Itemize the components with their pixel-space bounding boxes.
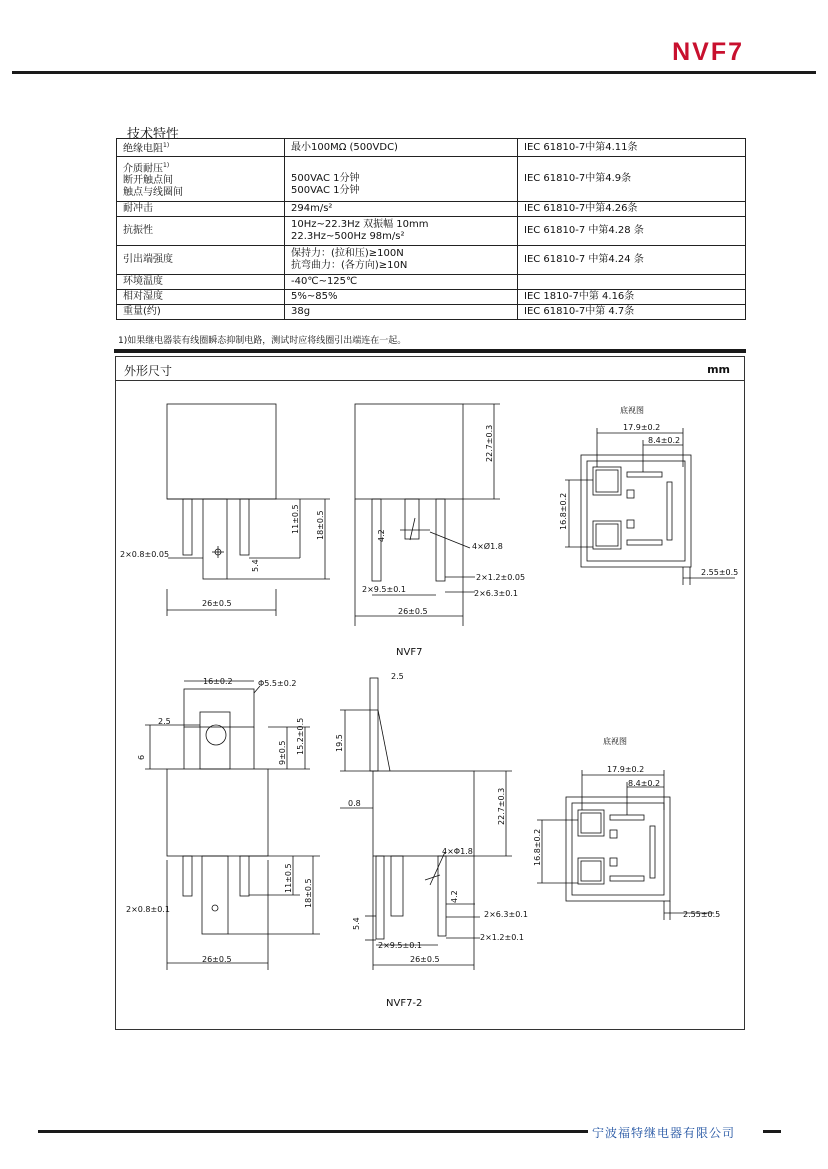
- dim-label: 8.4±0.2: [628, 779, 661, 788]
- nvf7-2-front-view: [145, 681, 320, 970]
- dim-label: 5.4: [251, 559, 260, 572]
- dim-label: 6: [137, 754, 146, 760]
- row-value: 10Hz~22.3Hz 双振幅 10mm: [291, 219, 429, 231]
- dim-label: 2.5: [391, 672, 404, 681]
- row-name: 介质耐压: [123, 162, 163, 174]
- dim-label: 2.55±0.5: [701, 568, 739, 577]
- row-value: 500VAC 1分钟: [291, 173, 360, 185]
- row-value: 500VAC 1分钟: [291, 185, 360, 197]
- model-label-nvf7: NVF7: [396, 647, 423, 658]
- dim-label: 11±0.5: [291, 504, 300, 534]
- row-name: 环境温度: [117, 275, 285, 290]
- dim-label: 2×9.5±0.1: [362, 585, 406, 594]
- row-standard: IEC 61810-7中第4.9条: [518, 157, 746, 202]
- dim-label: 2×1.2±0.1: [480, 933, 524, 942]
- dim-label: 5.4: [352, 917, 361, 930]
- dim-label: 16±0.2: [203, 677, 233, 686]
- dim-label: Φ5.5±0.2: [258, 679, 297, 688]
- row-value: 294m/s²: [285, 202, 518, 217]
- row-standard: IEC 61810-7 中第4.28 条: [518, 217, 746, 246]
- brand-logo: NVF7: [672, 38, 744, 66]
- row-standard: IEC 61810-7中第 4.7条: [518, 305, 746, 320]
- row-subname: 断开触点间: [123, 174, 173, 186]
- spec-footnote: 1)如果继电器装有线圈瞬态抑制电路，测试时应将线圈引出端连在一起。: [118, 336, 407, 346]
- dim-label: 18±0.5: [304, 878, 313, 908]
- dim-label: 2×6.3±0.1: [484, 910, 528, 919]
- row-standard: IEC 61810-7 中第4.24 条: [518, 246, 746, 275]
- dim-label: 4.2: [450, 890, 459, 903]
- row-name: 重量(约): [117, 305, 285, 320]
- bottom-view-label: 底视图: [620, 406, 644, 415]
- dim-label: 2×0.8±0.1: [126, 905, 170, 914]
- dim-label: 16.8±0.2: [559, 492, 568, 530]
- dim-label: 2×9.5±0.1: [378, 941, 422, 950]
- row-value: 最小100MΩ (500VDC): [285, 139, 518, 157]
- row-value: 5%~85%: [285, 290, 518, 305]
- dim-label: 4×Φ1.8: [442, 847, 473, 856]
- dim-label: 26±0.5: [202, 955, 232, 964]
- dim-label: 11±0.5: [284, 863, 293, 893]
- nvf7-front-view: [167, 404, 330, 616]
- row-value: -40℃~125℃: [285, 275, 518, 290]
- dim-label: 16.8±0.2: [533, 828, 542, 866]
- dim-label: 2.55±0.5: [683, 910, 721, 919]
- dim-label: 17.9±0.2: [607, 765, 645, 774]
- row-name: 耐冲击: [117, 202, 285, 217]
- dim-label: 22.7±0.3: [497, 787, 506, 825]
- row-value: 保持力：(拉和压)≥100N: [291, 248, 404, 260]
- row-standard: IEC 61810-7中第4.26条: [518, 202, 746, 217]
- model-label-nvf7-2: NVF7-2: [386, 998, 423, 1009]
- row-name: 绝缘电阻: [123, 143, 163, 155]
- dimension-unit: mm: [707, 363, 730, 376]
- dim-label: 19.5: [335, 734, 344, 752]
- dim-label: 17.9±0.2: [623, 423, 661, 432]
- footnote-mark: 1): [163, 161, 170, 169]
- dim-label: 2×0.8±0.05: [120, 550, 170, 559]
- dim-label: 18±0.5: [316, 510, 325, 540]
- row-value: 22.3Hz~500Hz 98m/s²: [291, 231, 405, 243]
- nvf7-bottom-view: [565, 428, 735, 585]
- row-standard: IEC 61810-7中第4.11条: [518, 139, 746, 157]
- dim-label: 2×6.3±0.1: [474, 589, 518, 598]
- dim-label: 0.8: [348, 799, 361, 808]
- row-name: 抗振性: [117, 217, 285, 246]
- footer-rule-end: [763, 1130, 781, 1133]
- footer-rule: [38, 1130, 588, 1133]
- dim-label: 2.5: [158, 717, 171, 726]
- footnote-mark: 1): [163, 142, 170, 149]
- spec-title: 技术特性: [127, 127, 180, 142]
- dim-label: 26±0.5: [410, 955, 440, 964]
- dim-label: 2×1.2±0.05: [476, 573, 526, 582]
- row-name: 相对湿度: [117, 290, 285, 305]
- dim-label: 22.7±0.3: [485, 424, 494, 462]
- row-subname: 触点与线圈间: [123, 186, 183, 198]
- dim-label: 26±0.5: [202, 599, 232, 608]
- dim-label: 4.2: [377, 529, 386, 542]
- row-value: 抗弯曲力：(各方向)≥10N: [291, 260, 408, 272]
- row-standard: IEC 1810-7中第 4.16条: [518, 290, 746, 305]
- row-value: 38g: [285, 305, 518, 320]
- nvf7-2-side-view: [340, 678, 512, 970]
- dim-label: 9±0.5: [278, 740, 287, 765]
- company-name: 宁波福特继电器有限公司: [592, 1126, 736, 1140]
- dim-label: 15.2±0.5: [296, 717, 305, 755]
- dimension-title: 外形尺寸: [124, 364, 173, 378]
- dim-label: 26±0.5: [398, 607, 428, 616]
- nvf7-2-bottom-view: [537, 770, 714, 920]
- dim-label: 8.4±0.2: [648, 436, 681, 445]
- row-name: 引出端强度: [117, 246, 285, 275]
- bottom-view-label: 底视图: [603, 737, 627, 746]
- dim-label: 4×Ø1.8: [472, 542, 503, 551]
